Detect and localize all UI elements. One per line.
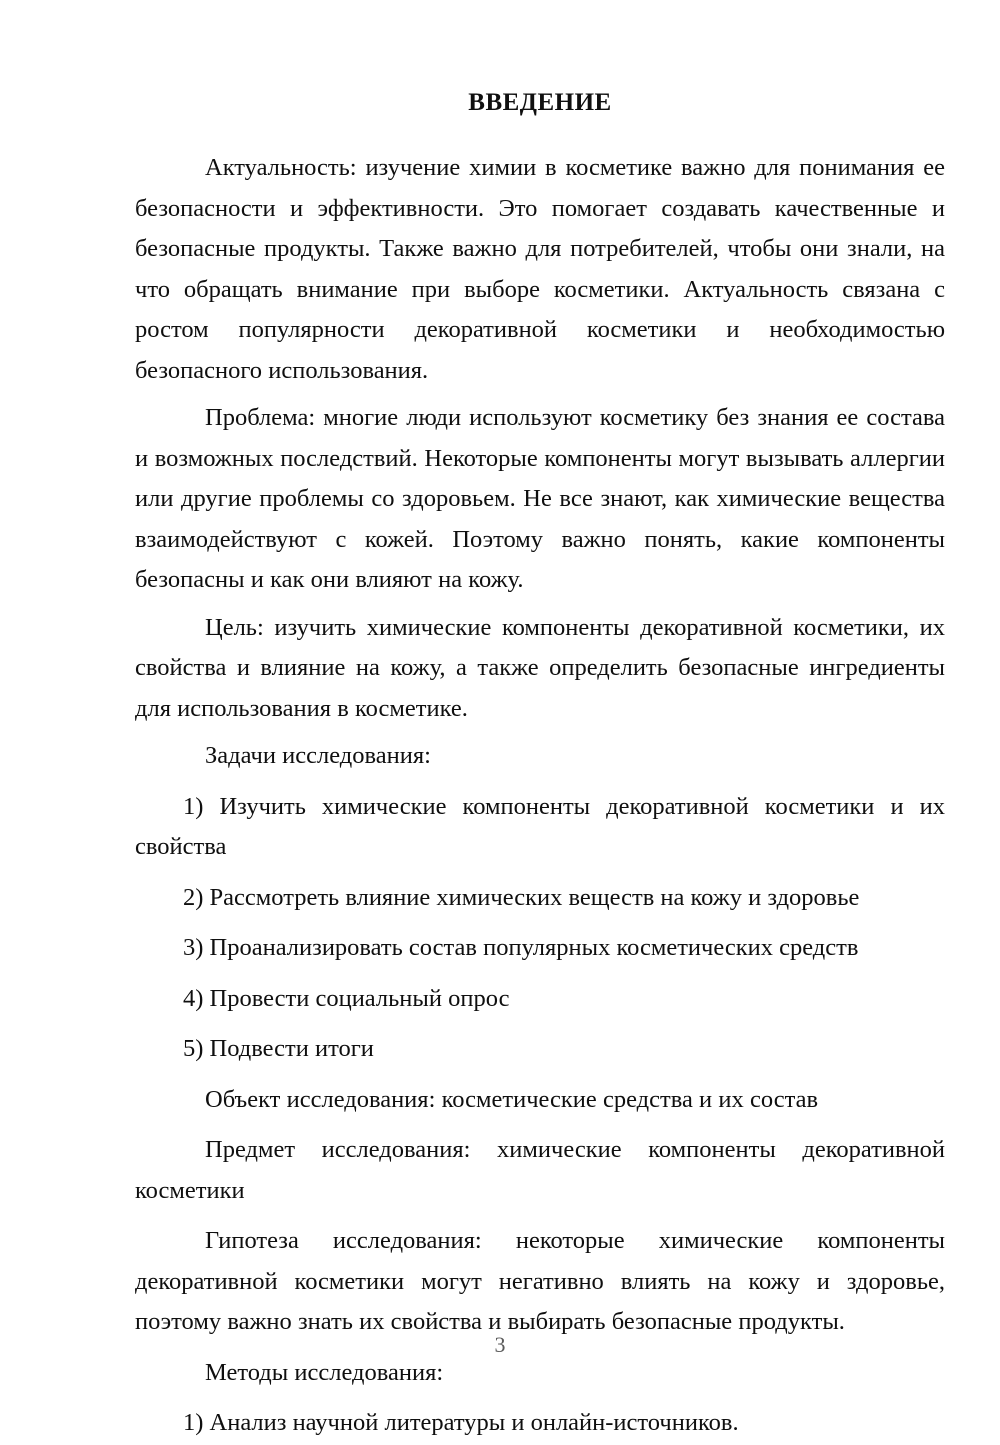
paragraph-spacer <box>135 970 945 979</box>
paragraph-goal: Цель: изучить химические компоненты декоративной косметики, их свойства и влияние на кожу, а также определить безопасные ингредиенты для использования в косметике. <box>135 613 945 722</box>
paragraph-subject: Предмет исследования: химические компоненты декоративной косметики <box>135 1136 945 1204</box>
paragraph-spacer <box>135 919 945 928</box>
page-number: 3 <box>494 1332 506 1357</box>
page-title: ВВЕДЕНИЕ <box>468 89 612 116</box>
list-item: 4) Провести социальный опрос <box>183 984 510 1012</box>
list-item: 2) Рассмотреть влияние химических веществ на кожу и здоровье <box>183 883 860 911</box>
paragraph-spacer <box>135 1020 945 1029</box>
paragraph-hypothesis: Гипотеза исследования: некоторые химические компоненты декоративной косметики могут негативно влиять на кожу и здоровье, поэтому важно знать их свойства и выбирать безопасные продукты. <box>135 1227 945 1335</box>
paragraph-spacer <box>135 869 945 878</box>
paragraph-spacer <box>135 1121 945 1130</box>
list-item: 1) Изучить химические компоненты декоративной косметики и их свойства <box>135 792 945 860</box>
tasks-label: Задачи исследования: <box>205 742 431 769</box>
paragraph-relevance: Актуальность: изучение химии в косметике важно для понимания ее безопасности и эффективности. Это помогает создавать качественные и безопасные продукты. Также важно для потребителей, чтобы они знали, на что обращать внимание при выборе косметики. Актуальность связана с ростом популярности декоративной косметики и необходимостью безопасного использования. <box>135 154 945 384</box>
list-item: 1) Анализ научной литературы и онлайн-источников. <box>183 1409 739 1436</box>
paragraph-spacer <box>135 1212 945 1221</box>
paragraph-spacer <box>135 778 945 787</box>
list-item: 3) Проанализировать состав популярных косметических средств <box>183 934 859 961</box>
paragraph-object: Объект исследования: косметические средства и их состав <box>205 1085 819 1113</box>
paragraph-spacer <box>135 1394 945 1403</box>
paragraph-spacer <box>135 1071 945 1080</box>
list-item: 5) Подвести итоги <box>183 1035 374 1062</box>
document-body <box>135 88 945 1445</box>
methods-label: Методы исследования: <box>205 1358 444 1386</box>
paragraph-problem: Проблема: многие люди используют косметику без знания ее состава и возможных последствий. Некоторые компоненты могут вызывать аллергии или другие проблемы со здоровьем. Не все знают, как химические вещества взаимодействуют с кожей. Поэтому важно понять, какие компоненты безопасны и как они влияют на кожу. <box>135 404 945 593</box>
